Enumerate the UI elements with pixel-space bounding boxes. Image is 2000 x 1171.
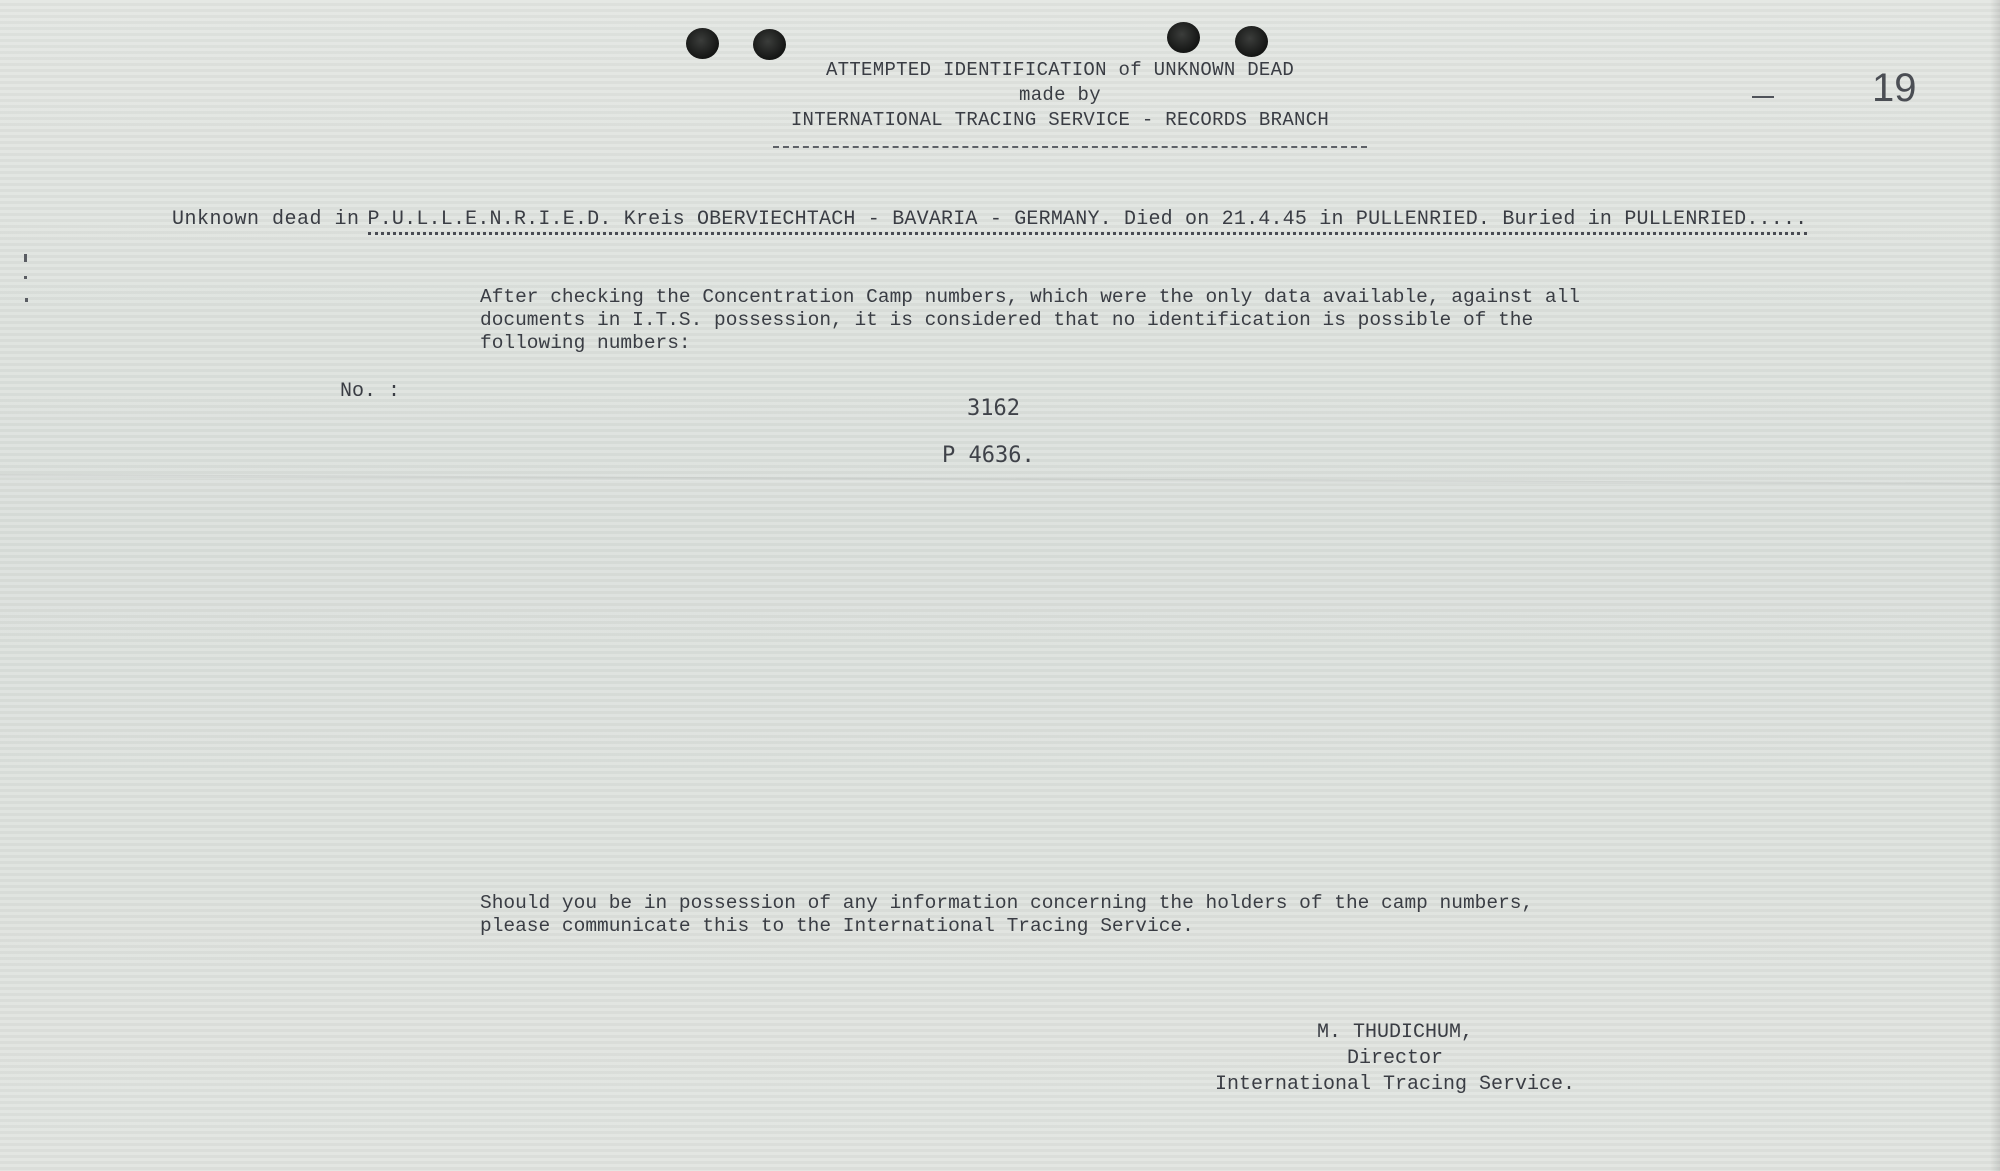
punch-hole — [1235, 26, 1268, 57]
camp-number: 3162 — [967, 396, 1020, 421]
punch-hole — [1167, 22, 1200, 53]
document-header — [700, 58, 1420, 133]
signature-name: M. THUDICHUM, — [1316, 1021, 1474, 1044]
number-label: No. : — [340, 380, 401, 403]
signature-title: Director — [1346, 1047, 1443, 1070]
paper-fold — [0, 474, 2000, 487]
stray-dash — [1752, 96, 1774, 98]
page-number: 19 — [1872, 66, 1917, 110]
header-title: ATTEMPTED IDENTIFICATION of UNKNOWN DEAD — [825, 59, 1295, 81]
unknown-dead-line — [172, 206, 1807, 234]
intro-paragraph: After checking the Concentration Camp numbers, which were the only data available, against all documents in I.T.S. possession, it is considered that no identification is possible of the following numbers: — [480, 286, 1580, 354]
unknown-dead-detail: P.U.L.L.E.N.R.I.E.D. Kreis OBERVIECHTACH - BAVARIA - GERMANY. Died on 21.4.45 in PULLENRIED. Buried in PULLENRIED..... — [368, 208, 1808, 235]
paper-edge-shadow — [1990, 0, 2000, 1171]
margin-mark — [24, 254, 27, 262]
header-organization: INTERNATIONAL TRACING SERVICE - RECORDS BRANCH — [790, 109, 1330, 131]
signature-organization: International Tracing Service. — [1214, 1073, 1576, 1096]
punch-hole — [686, 28, 719, 59]
unknown-dead-prefix: Unknown dead in — [172, 208, 360, 231]
signature-block — [1175, 1020, 1615, 1098]
header-underline — [773, 146, 1367, 148]
closing-paragraph: Should you be in possession of any information concerning the holders of the camp numbers, please communicate this to the International Tracing Service. — [480, 892, 1534, 937]
margin-mark — [25, 298, 28, 302]
punch-hole — [753, 29, 786, 60]
margin-mark — [24, 276, 27, 279]
header-subtitle: made by — [1019, 84, 1101, 106]
camp-number: P 4636. — [942, 443, 1035, 468]
